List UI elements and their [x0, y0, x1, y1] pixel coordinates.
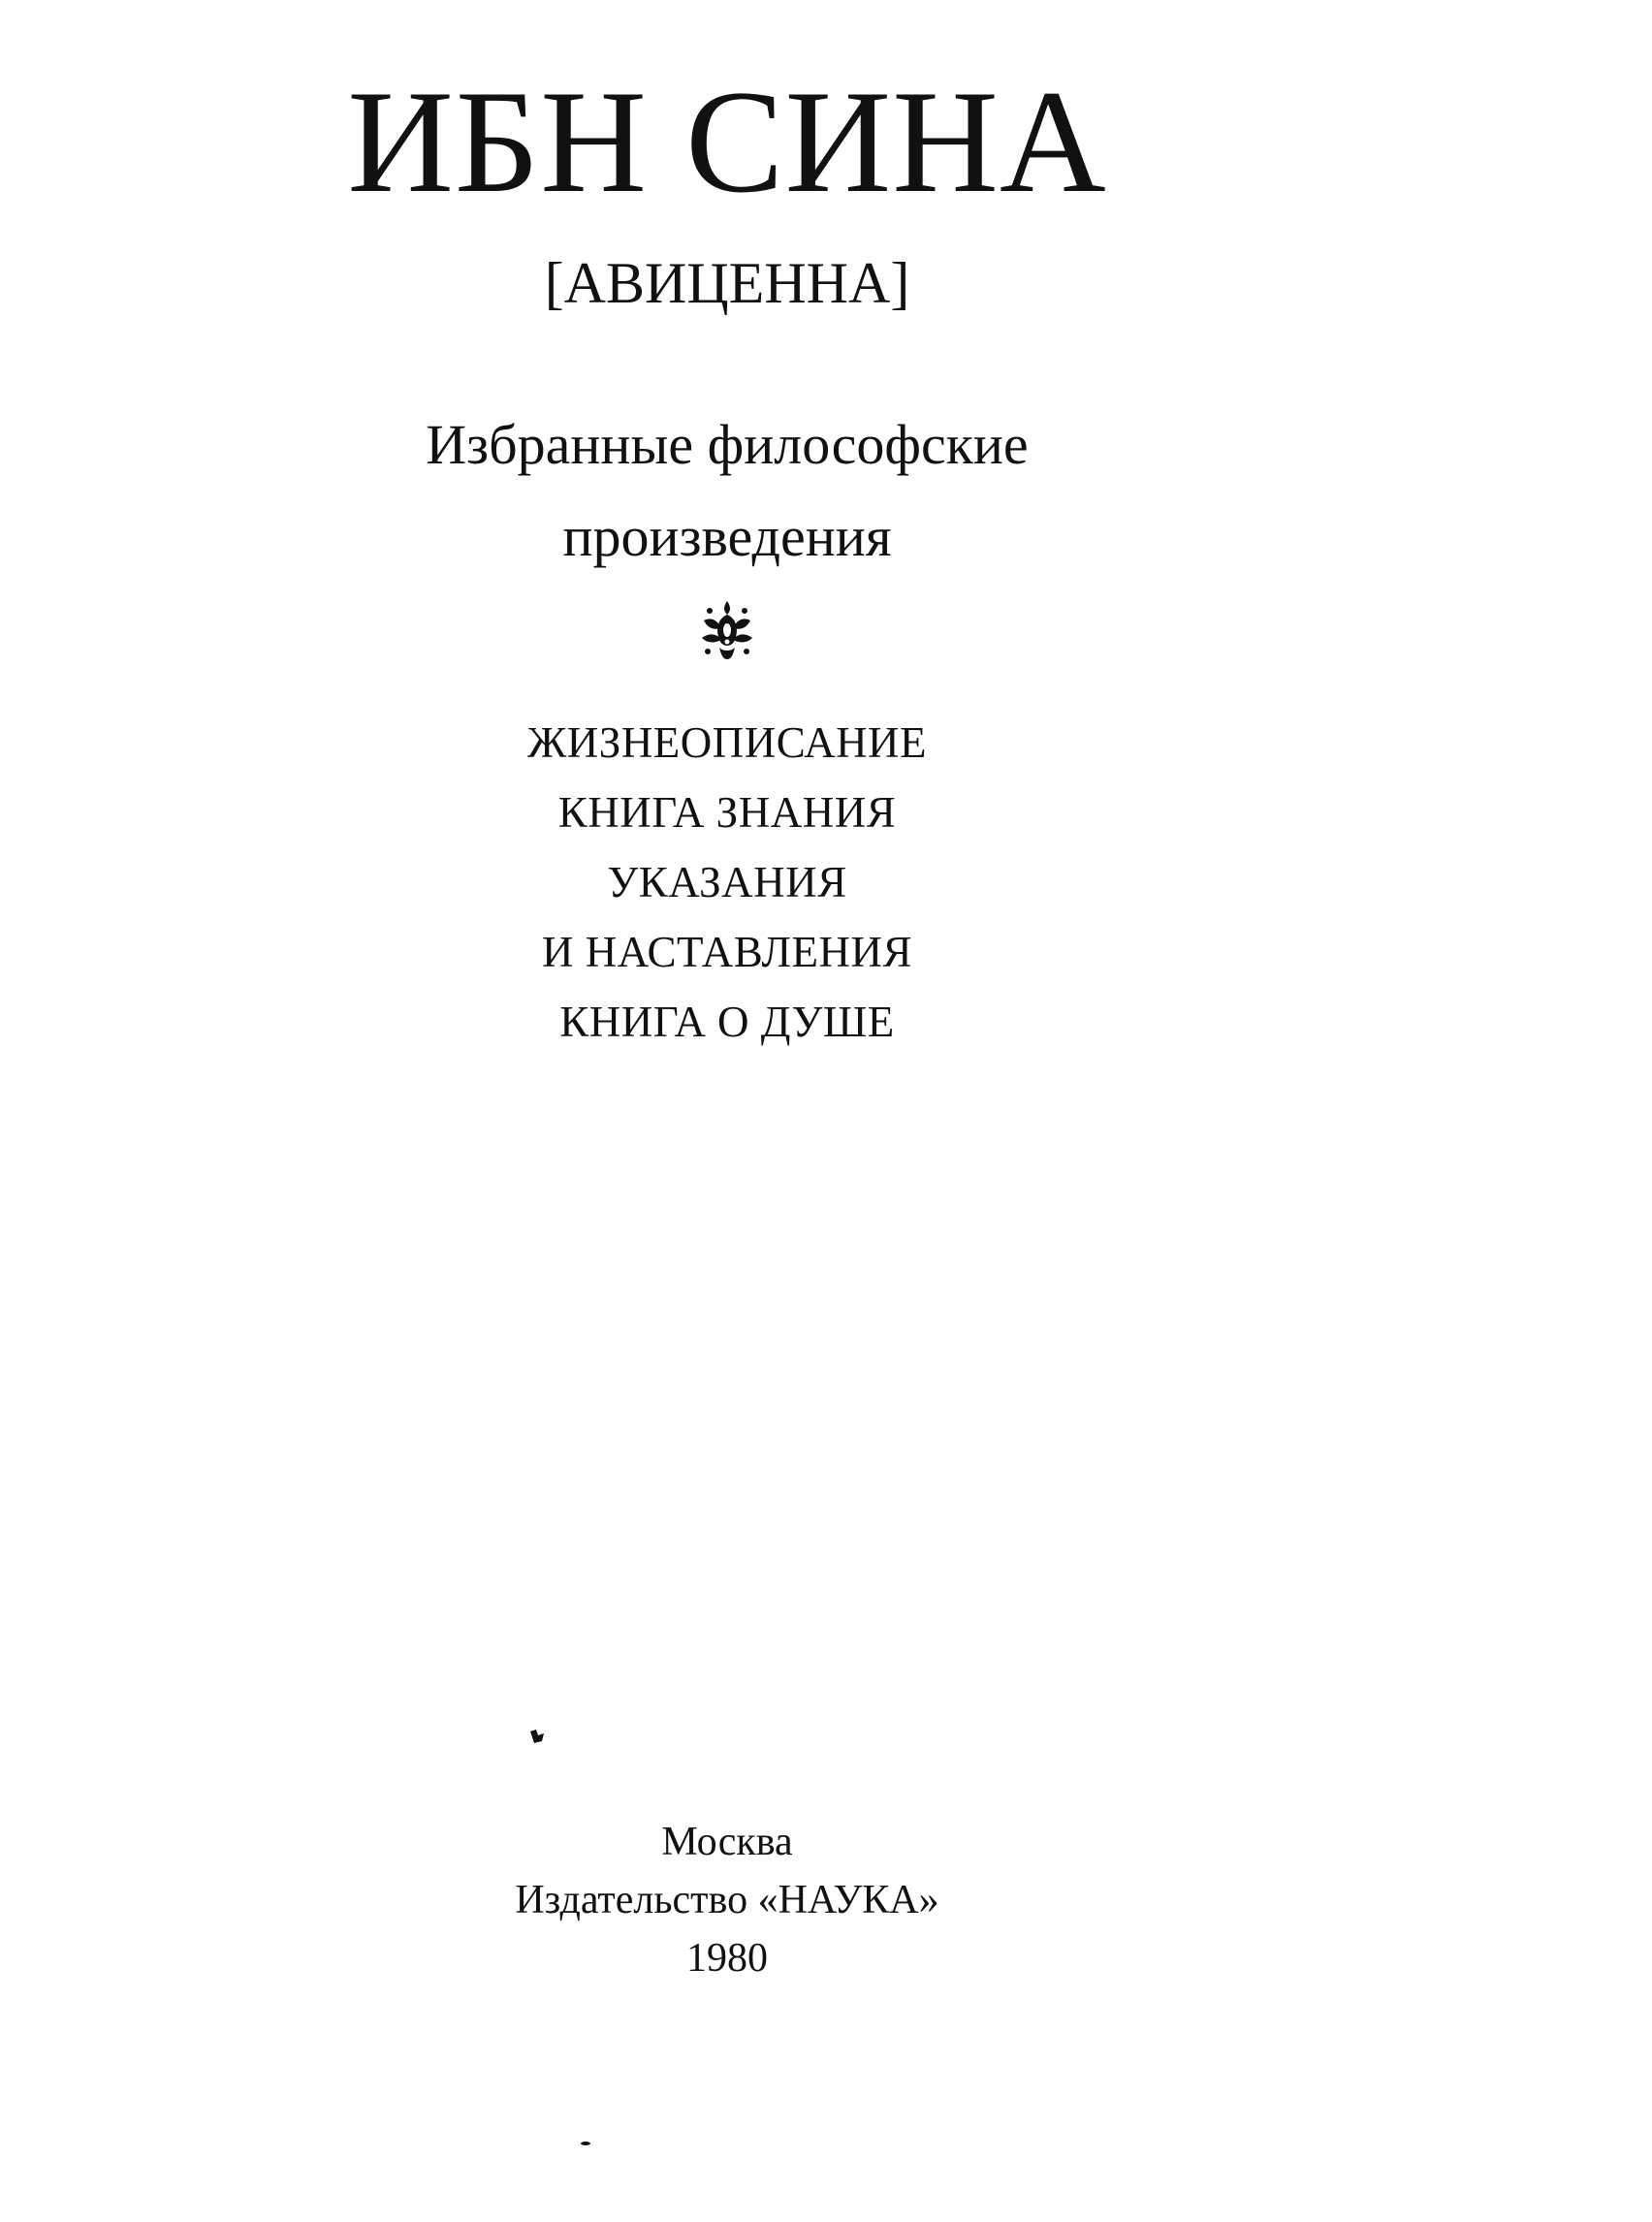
- contents-item-book-of-knowledge: КНИГА ЗНАНИЯ: [557, 788, 897, 837]
- book-subtitle-line-2: произведения: [562, 505, 892, 568]
- scan-speck-dot: [580, 2141, 591, 2146]
- contents-item-instructions: УКАЗАНИЯ: [607, 858, 847, 906]
- scan-speck-mark: [528, 1728, 548, 1745]
- book-subtitle-line-1: Избранные философские: [426, 413, 1029, 476]
- author-pseudonym: [АВИЦЕННА]: [544, 251, 910, 315]
- contents-list: [291, 708, 1163, 1057]
- author-name: ИБН СИНА: [347, 60, 1107, 223]
- floral-ornament-icon: [698, 599, 756, 661]
- contents-item-biography: ЖИЗНЕОПИСАНИЕ: [526, 718, 928, 767]
- imprint-publisher: Издательство «НАУКА»: [515, 1878, 939, 1922]
- imprint-year: 1980: [686, 1936, 768, 1981]
- imprint-city: Москва: [661, 1820, 793, 1864]
- contents-item-book-of-the-soul: КНИГА О ДУШЕ: [559, 998, 895, 1046]
- publisher-imprint: [291, 1813, 1163, 1987]
- contents-item-and-admonitions: И НАСТАВЛЕНИЯ: [541, 928, 913, 976]
